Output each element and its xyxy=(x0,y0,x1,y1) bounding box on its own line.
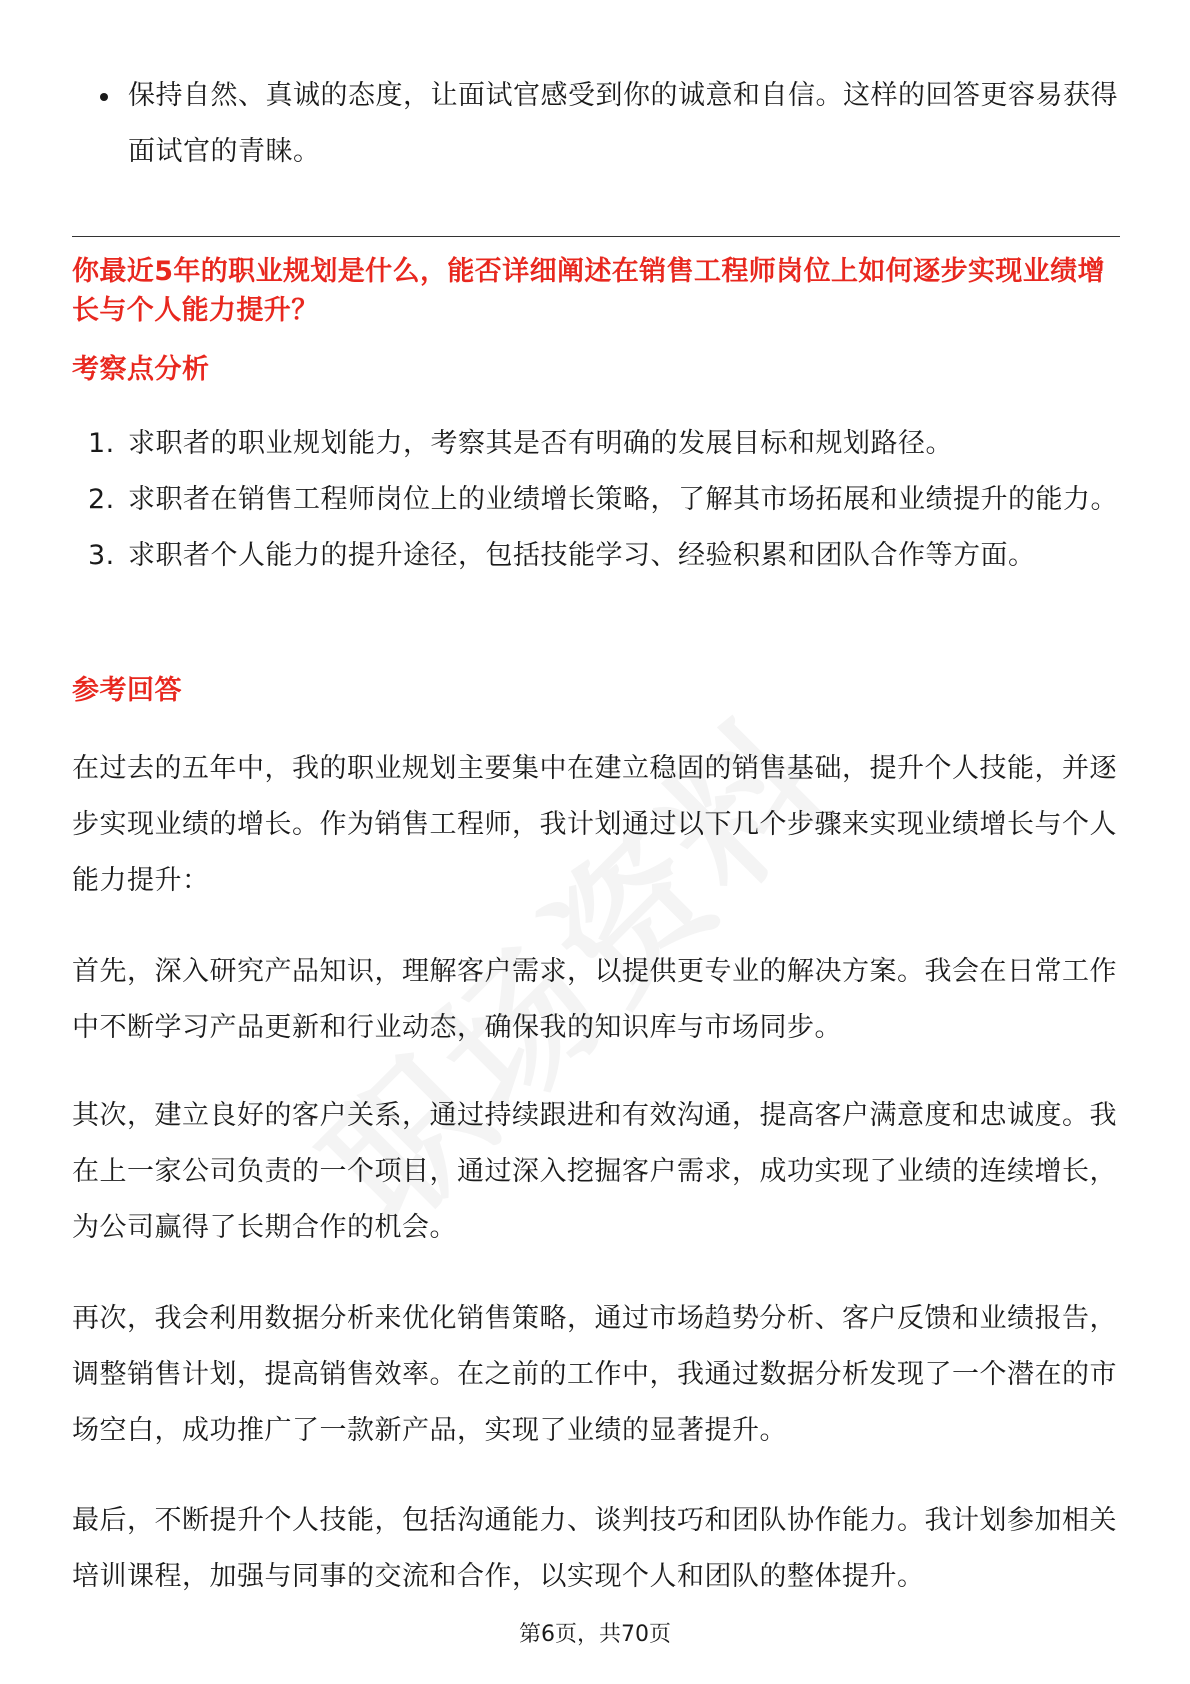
analysis-item xyxy=(72,528,1120,584)
item-text: 求职者在销售工程师岗位上的业绩增长策略，了解其市场拓展和业绩提升的能力。 xyxy=(128,484,1118,515)
page-number: 第6页，共70页 xyxy=(519,1622,671,1647)
answer-paragraph: 最后，不断提升个人技能，包括沟通能力、谈判技巧和团队协作能力。我计划参加相关培训课程，加强与同事的交流和合作，以实现个人和团队的整体提升。 xyxy=(72,1505,1117,1592)
section-divider xyxy=(72,236,1120,237)
answer-heading: 参考回答 xyxy=(72,675,182,706)
answer-paragraph: 其次，建立良好的客户关系，通过持续跟进和有效沟通，提高客户满意度和忠诚度。我在上一家公司负责的一个项目，通过深入挖掘客户需求，成功实现了业绩的连续增长，为公司赢得了长期合作的机会。 xyxy=(72,1100,1117,1243)
item-number: 2. xyxy=(88,484,115,515)
item-text: 求职者个人能力的提升途径，包括技能学习、经验积累和团队合作等方面。 xyxy=(128,540,1036,571)
bullet-text: 保持自然、真诚的态度，让面试官感受到你的诚意和自信。这样的回答更容易获得面试官的青睐。 xyxy=(128,80,1118,167)
analysis-item xyxy=(72,416,1120,472)
answer-paragraph: 首先，深入研究产品知识，理解客户需求，以提供更专业的解决方案。我会在日常工作中不断学习产品更新和行业动态，确保我的知识库与市场同步。 xyxy=(72,956,1117,1043)
interview-question: 你最近5年的职业规划是什么，能否详细阐述在销售工程师岗位上如何逐步实现业绩增长与个人能力提升？ xyxy=(72,256,1105,326)
bullet-dot-icon xyxy=(100,93,108,101)
document-page xyxy=(72,0,1120,1684)
bullet-item xyxy=(72,68,1120,180)
analysis-heading: 考察点分析 xyxy=(72,354,210,385)
item-number: 3. xyxy=(88,540,115,571)
item-text: 求职者的职业规划能力，考察其是否有明确的发展目标和规划路径。 xyxy=(128,428,953,459)
answer-paragraph: 在过去的五年中，我的职业规划主要集中在建立稳固的销售基础，提升个人技能，并逐步实现业绩的增长。作为销售工程师，我计划通过以下几个步骤来实现业绩增长与个人能力提升： xyxy=(72,753,1117,896)
analysis-list xyxy=(72,416,1120,584)
answer-paragraph: 再次，我会利用数据分析来优化销售策略，通过市场趋势分析、客户反馈和业绩报告，调整销售计划，提高销售效率。在之前的工作中，我通过数据分析发现了一个潜在的市场空白，成功推广了一款新产品，实现了业绩的显著提升。 xyxy=(72,1303,1117,1446)
analysis-item xyxy=(72,472,1120,528)
item-number: 1. xyxy=(88,428,115,459)
tips-bullet-list xyxy=(72,68,1120,180)
